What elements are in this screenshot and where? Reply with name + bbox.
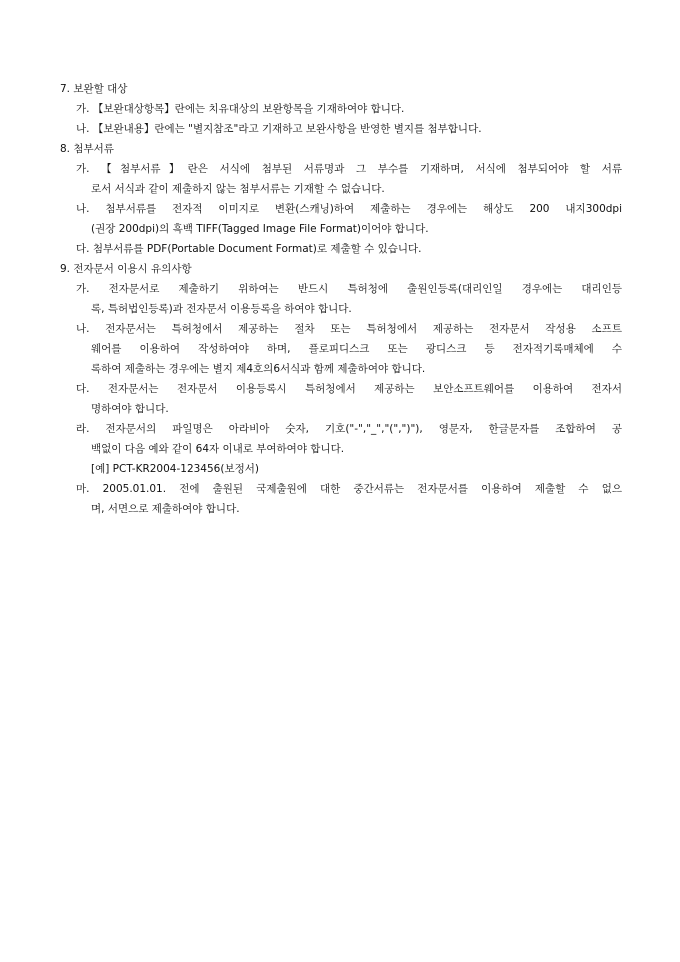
section-heading-8: 8. 첨부서류 (60, 143, 114, 155)
item-9-na-line3: 록하여 제출하는 경우에는 별지 제4호의6서식과 함께 제출하여야 합니다. (91, 363, 426, 375)
item-9-da-line2: 명하여야 합니다. (91, 403, 169, 415)
item-9-ga-line2: 록, 특허법인등록)과 전자문서 이용등록을 하여야 합니다. (91, 303, 352, 315)
section-heading-7: 7. 보완할 대상 (60, 83, 128, 95)
item-8-na-line2: (권장 200dpi)의 흑백 TIFF(Tagged Image File Format)이어야 합니다. (91, 223, 429, 235)
item-9-ra-line1: 라. 전자문서의 파일명은 아라비아 숫자, 기호("-","_","(",")"), 영문자, 한글문자를 조합하여 공 (76, 423, 622, 435)
item-9-ma-line2: 며, 서면으로 제출하여야 합니다. (91, 503, 240, 515)
item-8-na-line1: 나. 첨부서류를 전자적 이미지로 변환(스캐닝)하여 제출하는 경우에는 해상도 200 내지300dpi (76, 203, 622, 215)
section-heading-9: 9. 전자문서 이용시 유의사항 (60, 263, 192, 275)
item-9-ga-line1: 가. 전자문서로 제출하기 위하여는 반드시 특허청에 출원인등록(대리인일 경우에는 대리인등 (76, 283, 622, 295)
item-9-na-line1: 나. 전자문서는 특허청에서 제공하는 절차 또는 특허청에서 제공하는 전자문서 작성용 소프트 (76, 323, 622, 335)
item-7-ga: 가. 【보완대상항목】란에는 치유대상의 보완항목을 기재하여야 합니다. (76, 103, 405, 115)
item-9-na-line2: 웨어를 이용하여 작성하여야 하며, 플로피디스크 또는 광디스크 등 전자적기록매체에 수 (91, 343, 622, 355)
item-8-ga-line1: 가. 【첨부서류】란은 서식에 첨부된 서류명과 그 부수를 기재하며, 서식에 첨부되어야 할 서류 (76, 163, 622, 175)
item-9-ra-example: [예] PCT-KR2004-123456(보정서) (91, 463, 259, 475)
item-8-ga-line2: 로서 서식과 같이 제출하지 않는 첨부서류는 기재할 수 없습니다. (91, 183, 385, 195)
item-8-da: 다. 첨부서류를 PDF(Portable Document Format)로 제출할 수 있습니다. (76, 243, 422, 255)
item-9-ra-line2: 백없이 다음 예와 같이 64자 이내로 부여하여야 합니다. (91, 443, 345, 455)
item-9-da-line1: 다. 전자문서는 전자문서 이용등록시 특허청에서 제공하는 보안소프트웨어를 이용하여 전자서 (76, 383, 622, 395)
item-9-ma-line1: 마. 2005.01.01. 전에 출원된 국제출원에 대한 중간서류는 전자문서를 이용하여 제출할 수 없으 (76, 483, 622, 495)
item-7-na: 나. 【보완내용】란에는 "별지참조"라고 기재하고 보완사항을 반영한 별지를 첨부합니다. (76, 123, 482, 135)
